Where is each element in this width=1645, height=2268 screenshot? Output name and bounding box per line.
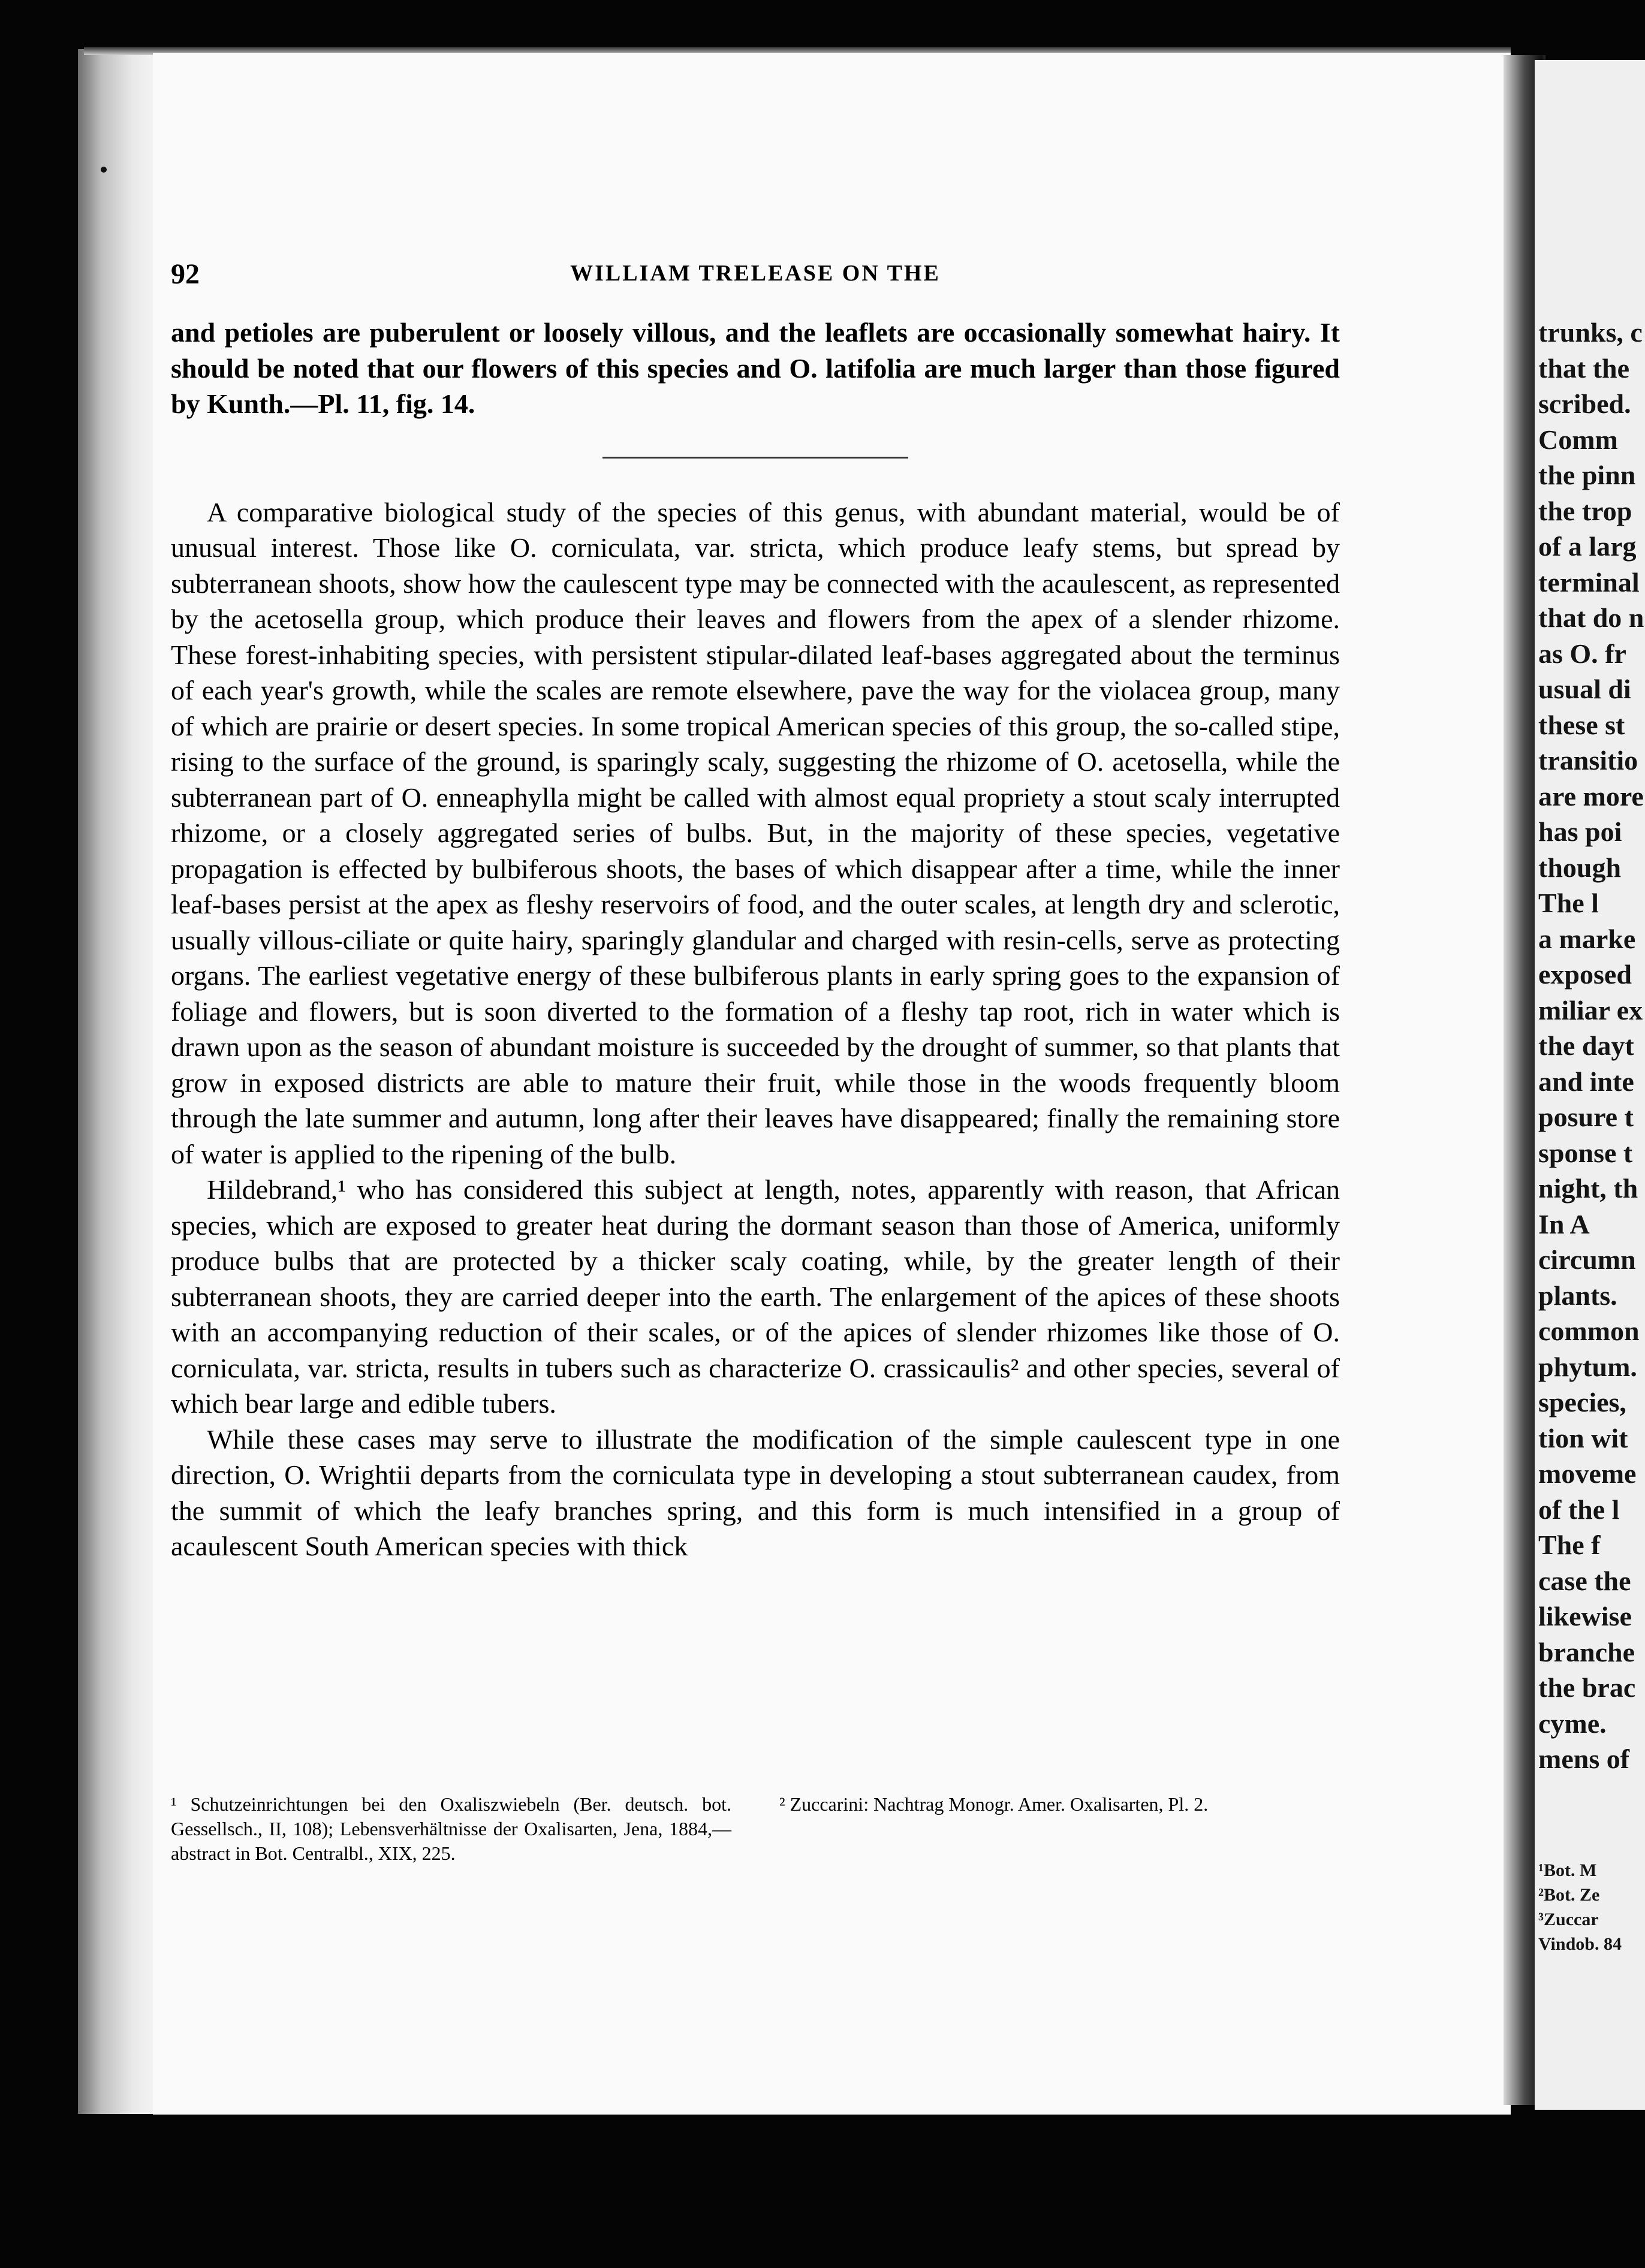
facing-line: of a larg — [1538, 531, 1637, 562]
facing-line: plants. — [1538, 1280, 1617, 1311]
page-number: 92 — [171, 258, 200, 290]
facing-line: trunks, c — [1538, 317, 1643, 348]
facing-note: ²Bot. Ze — [1538, 1885, 1600, 1905]
footnotes — [171, 1792, 1340, 1866]
facing-page-lines — [1538, 315, 1645, 1777]
body-text — [171, 315, 1340, 1564]
facing-line: though — [1538, 852, 1622, 883]
facing-line: Comm — [1538, 424, 1618, 455]
facing-line: as O. fr — [1538, 638, 1626, 669]
running-head: WILLIAM TRELEASE ON THE — [570, 261, 941, 286]
facing-line: and inte — [1538, 1066, 1634, 1097]
facing-line: that the — [1538, 352, 1630, 384]
opening-paragraph: and petioles are puberulent or loosely villous, and the leaflets are occasionally somewhat hairy. It should be noted that our flowers of this species and O. latifolia are much larger than those figured by Kunth.—Pl. 11, fig. 14. — [171, 317, 1340, 419]
facing-line: night, th — [1538, 1173, 1638, 1204]
facing-line: The l — [1538, 888, 1599, 918]
footnote-1: ¹ Schutzeinrichtungen bei den Oxaliszwiebeln (Ber. deutsch. bot. Gessellsch., II, 108); Lebensverhältnisse der Oxalisarten, Jena, 1884,—abstract in Bot. Centralbl., XIX, 225. — [171, 1793, 731, 1864]
facing-line: likewise — [1538, 1601, 1632, 1631]
facing-line: usual di — [1538, 674, 1631, 704]
footnote-2: ² Zuccarini: Nachtrag Monogr. Amer. Oxalisarten, Pl. 2. — [779, 1793, 1209, 1815]
facing-note: ¹Bot. M — [1538, 1860, 1597, 1880]
facing-line: terminal — [1538, 566, 1640, 598]
facing-page — [1535, 60, 1645, 2110]
paragraph: Hildebrand,¹ who has considered this subject at length, notes, apparently with reason, that African species, which are exposed to greater heat during the dormant season than those of America, uniformly produce bulbs that are protected by a thicker scaly coating, while, by the greater length of their subterranean shoots, they are carried deeper into the earth. The enlargement of the apices of these shoots with an accompanying reduction of their scales, or of the apices of slender rhizomes like those of O. corniculata, var. stricta, results in tubers such as characterize O. crassicaulis² and other species, several of which bear large and edible tubers. — [171, 1174, 1340, 1419]
facing-line: exposed — [1538, 959, 1632, 990]
facing-line: of the l — [1538, 1494, 1620, 1525]
facing-line: The f — [1538, 1530, 1601, 1560]
facing-line: sponse t — [1538, 1137, 1633, 1168]
facing-line: the trop — [1538, 495, 1632, 526]
scan-speck — [101, 167, 107, 173]
facing-line: a marke — [1538, 923, 1636, 954]
section-divider — [602, 457, 908, 459]
facing-line: miliar ex — [1538, 994, 1643, 1026]
facing-page-notes — [1538, 1858, 1645, 1956]
facing-note: Vindob. 84 — [1538, 1934, 1622, 1954]
facing-line: the brac — [1538, 1672, 1636, 1703]
facing-line: the pinn — [1538, 460, 1636, 490]
facing-line: posure t — [1538, 1102, 1634, 1132]
facing-line: mens of — [1538, 1744, 1630, 1774]
facing-line: species, — [1538, 1387, 1626, 1418]
facing-note: ³Zuccar — [1538, 1910, 1599, 1929]
facing-line: the dayt — [1538, 1030, 1634, 1061]
facing-line: tion wit — [1538, 1422, 1628, 1453]
facing-line: are more — [1538, 780, 1644, 812]
facing-line: phytum. — [1538, 1351, 1637, 1382]
facing-line: these st — [1538, 709, 1625, 740]
facing-line: cyme. — [1538, 1708, 1607, 1739]
facing-line: In A — [1538, 1208, 1590, 1239]
facing-line: transitio — [1538, 745, 1638, 776]
facing-line: case the — [1538, 1565, 1631, 1596]
facing-line: scribed. — [1538, 388, 1631, 419]
facing-line: common — [1538, 1316, 1640, 1346]
page-header — [171, 258, 1340, 294]
facing-line: circumn — [1538, 1244, 1636, 1275]
facing-line: moveme — [1538, 1458, 1637, 1489]
paragraph: A comparative biological study of the species of this genus, with abundant material, would be of unusual interest. Those like O. corniculata, var. stricta, which produce leafy stems, but spread by subterranean shoots, show how the caulescent type may be connected with the acaulescent, as represented by the acetosella group, which produce their leaves and flowers from the apex of a slender rhizome. These forest-inhabiting species, with persistent stipular-dilated leaf-bases aggregated about the terminus of each year's growth, while the scales are remote elsewhere, pave the way for the violacea group, many of which are prairie or desert species. In some tropical American species of this group, the so-called stipe, rising to the surface of the ground, is sparingly scaly, suggesting the rhizome of O. acetosella, while the subterranean part of O. enneaphylla might be called with almost equal propriety a stout scaly interrupted rhizome, or a closely aggregated series of bulbs. But, in the majority of these species, vegetative propagation is effected by bulbiferous shoots, the bases of which disappear after a time, while the inner leaf-bases persist at the apex as fleshy reservoirs of food, and the outer scales, at length dry and sclerotic, usually villous-ciliate or quite hairy, sparingly glandular and charged with resin-cells, serve as protecting organs. The earliest vegetative energy of these bulbiferous plants in early spring goes to the expansion of foliage and flowers, but is soon diverted to the formation of a fleshy tap root, rich in water which is drawn upon as the season of abundant moisture is succeeded by the drought of summer, so that plants that grow in exposed districts are able to mature their fruit, while those in the woods frequently bloom through the late summer and autumn, long after their leaves have disappeared; finally the remaining store of water is applied to the ripening of the bulb. — [171, 496, 1340, 1169]
facing-line: has poi — [1538, 816, 1622, 847]
scan-left-edge — [78, 49, 156, 2114]
facing-line: that do n — [1538, 602, 1644, 633]
paragraph: While these cases may serve to illustrate the modification of the simple caulescent type in one direction, O. Wrightii departs from the corniculata type in developing a stout subterranean caudex, from the summit of which the leafy branches spring, and this form is much intensified in a group of acaulescent South American species with thick — [171, 1423, 1340, 1561]
facing-line: branche — [1538, 1636, 1635, 1667]
